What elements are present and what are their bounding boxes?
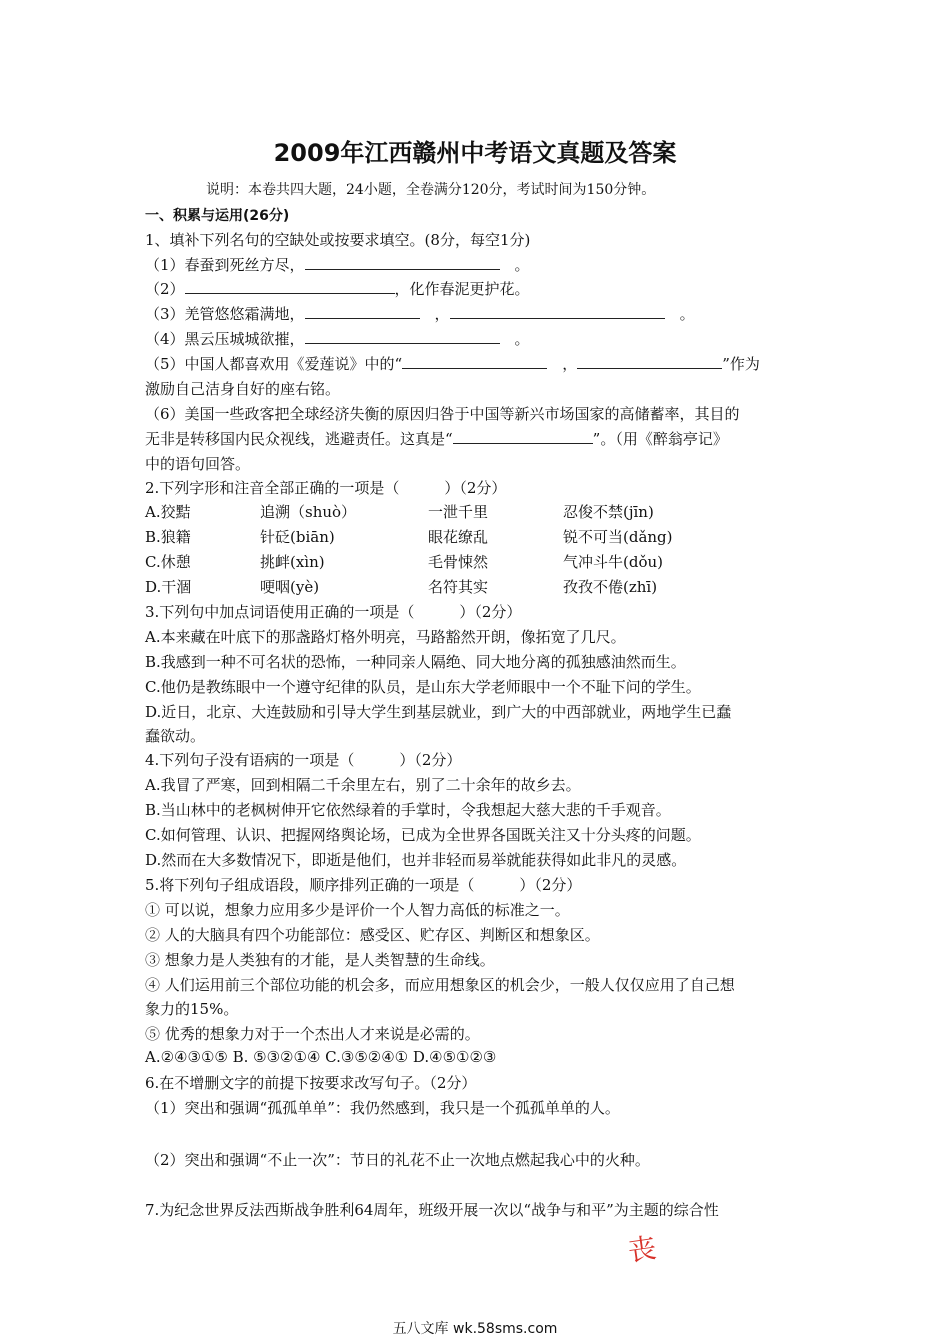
question-1-item-6: （6）美国一些政客把全球经济失衡的原因归咎于中国等新兴市场国家的高储蓄率，其目的	[145, 405, 740, 423]
question-5-sentence-2: ② 人的大脑具有四个功能部位：感受区、贮存区、判断区和想象区。	[145, 926, 600, 944]
answer-blank[interactable]	[577, 354, 722, 369]
question-3-option-a[interactable]: A.本来藏在叶底下的那盏路灯格外明亮，马路豁然开朗，像拓宽了几尺。	[145, 628, 626, 646]
question-6-stem: 6.在不增删文字的前提下按要求改写句子。（2分）	[145, 1074, 477, 1092]
question-1-item-6-cont: 无非是转移国内民众视线，逃避责任。这真是“ ”。（用《醉翁亭记》	[145, 430, 728, 448]
question-1-item-2: （2） ，化作春泥更护花。	[145, 280, 530, 298]
answer-blank[interactable]	[402, 354, 547, 369]
question-2-option-c[interactable]: C.休憩 挑衅(xìn) 毛骨悚然 气冲斗牛(dǒu)	[145, 553, 663, 571]
section-heading: 一、积累与运用(26分)	[145, 208, 290, 224]
question-4-option-a[interactable]: A.我冒了严寒，回到相隔二千余里左右，别了二十余年的故乡去。	[145, 776, 581, 794]
question-4-option-c[interactable]: C.如何管理、认识、把握网络舆论场，已成为全世界各国既关注又十分头疼的问题。	[145, 826, 701, 844]
answer-blank[interactable]	[305, 255, 500, 270]
question-3-option-d[interactable]: D.近日，北京、大连鼓励和引导大学生到基层就业，到广大的中西部就业，两地学生已蠢	[145, 703, 732, 721]
answer-blank[interactable]	[450, 304, 665, 319]
question-3-option-b[interactable]: B.我感到一种不可名状的恐怖，一种同亲人隔绝、同大地分离的孤独感油然而生。	[145, 653, 686, 671]
question-2-option-b[interactable]: B.狼籍 针砭(biān) 眼花缭乱 锐不可当(dǎng)	[145, 528, 673, 546]
question-6-item-1: （1）突出和强调“孤孤单单”：我仍然感到，我只是一个孤孤单单的人。	[145, 1099, 620, 1117]
question-1-item-6-end: 中的语句回答。	[145, 455, 251, 473]
question-3-stem: 3.下列句中加点词语使用正确的一项是（ ）（2分）	[145, 603, 522, 621]
question-2-stem: 2.下列字形和注音全部正确的一项是（ ）（2分）	[145, 479, 507, 497]
footer-watermark: 五八文库 wk.58sms.com	[392, 1321, 558, 1337]
question-1-item-5-cont: 激励自己洁身自好的座右铭。	[145, 380, 341, 398]
question-7-stem: 7.为纪念世界反法西斯战争胜利64周年，班级开展一次以“战争与和平”为主题的综合性	[145, 1201, 719, 1219]
exam-description: 说明：本卷共四大题，24小题，全卷满分120分，考试时间为150分钟。	[206, 182, 656, 198]
answer-blank[interactable]	[305, 329, 500, 344]
question-3-option-c[interactable]: C.他仍是教练眼中一个遵守纪律的队员，是山东大学老师眼中一个不耻下问的学生。	[145, 678, 701, 696]
question-4-option-b[interactable]: B.当山林中的老枫树伸开它依然绿着的手掌时，令我想起大慈大悲的千手观音。	[145, 801, 671, 819]
question-2-option-d[interactable]: D.干涸 哽咽(yè) 名符其实 孜孜不倦(zhī)	[145, 578, 658, 596]
question-2-option-a[interactable]: A.狡黠 追溯（shuò） 一泄千里 忍俊不禁(jīn)	[145, 503, 654, 521]
question-3-option-d-cont: 蠢欲动。	[145, 727, 206, 745]
question-5-sentence-3: ③ 想象力是人类独有的才能，是人类智慧的生命线。	[145, 951, 495, 969]
question-5-options[interactable]: A.②④③①⑤ B. ⑤③②①④ C.③⑤②④① D.④⑤①②③	[145, 1048, 497, 1066]
question-5-sentence-1: ① 可以说，想象力应用多少是评价一个人智力高低的标准之一。	[145, 901, 570, 919]
question-5-sentence-5: ⑤ 优秀的想象力对于一个杰出人才来说是必需的。	[145, 1025, 480, 1043]
answer-blank[interactable]	[453, 429, 593, 444]
question-5-sentence-4-cont: 象力的15%。	[145, 1000, 239, 1018]
red-seal-mark: 丧	[626, 1231, 659, 1268]
question-6-item-2: （2）突出和强调“不止一次”：节日的礼花不止一次地点燃起我心中的火种。	[145, 1151, 650, 1169]
question-4-option-d[interactable]: D.然而在大多数情况下，即逝是他们，也并非轻而易举就能获得如此非凡的灵感。	[145, 851, 687, 869]
answer-blank[interactable]	[185, 279, 395, 294]
question-4-stem: 4.下列句子没有语病的一项是（ ）（2分）	[145, 751, 462, 769]
question-1-item-1: （1）春蚕到死丝方尽， 。	[145, 256, 530, 274]
question-1-item-3: （3）羌管悠悠霜满地， ， 。	[145, 305, 695, 323]
question-5-stem: 5.将下列句子组成语段，顺序排列正确的一项是（ ）（2分）	[145, 876, 582, 894]
question-1-stem: 1、填补下列名句的空缺处或按要求填空。(8分，每空1分)	[145, 231, 531, 249]
answer-blank[interactable]	[305, 304, 420, 319]
page-title: 2009年江西赣州中考语文真题及答案	[273, 139, 677, 167]
question-1-item-5: （5）中国人都喜欢用《爱莲说》中的“ ， ”作为	[145, 355, 760, 373]
question-1-item-4: （4）黑云压城城欲摧， 。	[145, 330, 530, 348]
question-5-sentence-4: ④ 人们运用前三个部位功能的机会多，而应用想象区的机会少，一般人仅仅应用了自己想	[145, 976, 735, 994]
